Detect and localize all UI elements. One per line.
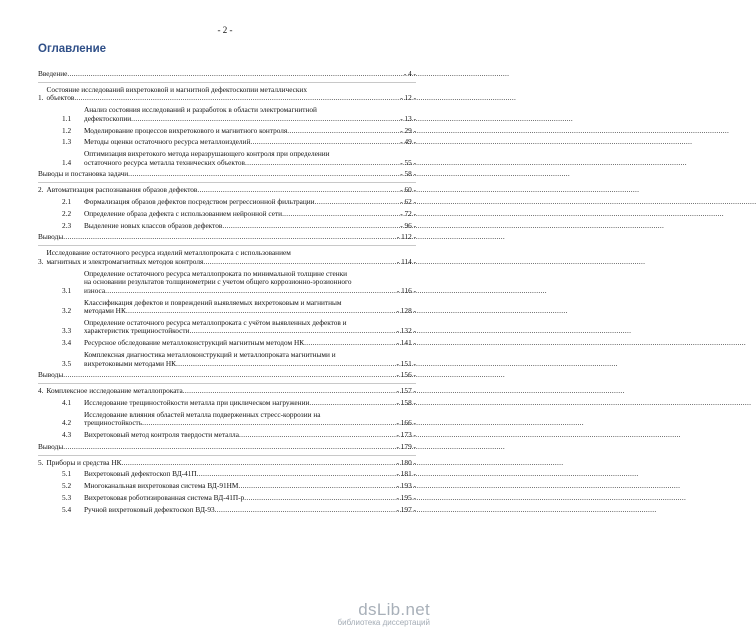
dot-leader bbox=[197, 186, 399, 195]
toc-entry-title: магнитных и электромагнитных методов контроля bbox=[46, 256, 204, 266]
dot-leader bbox=[63, 443, 395, 452]
toc-entry-title: Моделирование процессов вихретокового и магнитного контроля bbox=[84, 125, 288, 135]
toc-page-number: - 166 - bbox=[396, 418, 416, 428]
dot-leader bbox=[238, 482, 395, 491]
toc-page-number: - 12 - bbox=[400, 93, 416, 103]
toc-page-number: - 116 - bbox=[396, 285, 416, 295]
toc-page-number: - 141 - bbox=[396, 338, 416, 348]
toc-entry-title: дефектоскопии bbox=[84, 113, 132, 123]
toc-page-number: - 58 - bbox=[400, 169, 416, 179]
section-divider bbox=[38, 383, 416, 384]
toc-entry[interactable] bbox=[38, 150, 416, 167]
toc-entry-title: Методы оценки остаточного ресурса металлоизделий bbox=[84, 137, 251, 147]
toc-entry[interactable] bbox=[38, 371, 416, 380]
toc-page-number: - 114 - bbox=[396, 256, 416, 266]
toc-page-number: - 158 - bbox=[396, 397, 416, 407]
dot-leader bbox=[304, 339, 395, 348]
toc-page-number: - 195 - bbox=[396, 493, 416, 503]
dot-leader bbox=[131, 115, 399, 124]
toc-entry-number: 2.1 bbox=[62, 197, 72, 207]
toc-entry-title: Оптимизация вихретокого метода неразрушающего контроля при определении bbox=[84, 149, 330, 159]
toc-entry-number: 4.3 bbox=[62, 430, 72, 440]
toc-entry-title: Выводы bbox=[38, 232, 64, 242]
toc-entry-title: Вихретоковая роботизированная система ВД-41П-р bbox=[84, 493, 245, 503]
toc-entry-title: Формализация образов дефектов посредством регрессионной фильтрации bbox=[84, 197, 315, 207]
toc-entry-number: 3.5 bbox=[62, 358, 72, 368]
toc-entry-number: 2.2 bbox=[62, 208, 72, 218]
toc-page-number: - 128 - bbox=[396, 306, 416, 316]
toc-entry-title: Выводы bbox=[38, 441, 64, 451]
toc-entry-number: 4. bbox=[38, 386, 44, 396]
toc-page-number: - 151 - bbox=[396, 358, 416, 368]
toc-entry-title: Определение образа дефекта с использованием нейронной сети bbox=[84, 208, 283, 218]
toc-entry[interactable] bbox=[38, 351, 416, 368]
toc-page-number: - 62 - bbox=[400, 197, 416, 207]
toc-page-number: - 4 - bbox=[403, 69, 416, 78]
dot-leader bbox=[176, 360, 396, 369]
toc-entry[interactable] bbox=[38, 249, 416, 266]
toc-entry-title: Автоматизация распознавания образов дефектов bbox=[46, 185, 198, 195]
toc-entry[interactable] bbox=[38, 70, 416, 79]
toc-entry-title: характеристик трещиностойкости bbox=[84, 326, 190, 336]
dot-leader bbox=[105, 287, 396, 296]
toc-entry[interactable] bbox=[38, 86, 416, 103]
toc-entry-title: Комплексная диагностика металлоконструкций и металлопроката магнитными и bbox=[84, 350, 336, 360]
toc-entry[interactable] bbox=[38, 270, 416, 296]
toc-entry-number: 3. bbox=[38, 256, 44, 266]
toc-entry-title: Исследование влияния областей металла подверженных стресс-коррозии на bbox=[84, 409, 321, 419]
toc-entry-number: 2.3 bbox=[62, 220, 72, 230]
toc-entry-title: Выводы bbox=[38, 370, 64, 380]
toc-entry-title: остаточного ресурса металла технических объектов bbox=[84, 157, 246, 167]
dot-leader bbox=[245, 159, 399, 168]
dot-leader bbox=[142, 419, 395, 428]
toc-entry[interactable] bbox=[38, 482, 416, 491]
toc-entry[interactable] bbox=[38, 198, 416, 207]
dot-leader bbox=[197, 470, 396, 479]
toc-entry-number: 3.2 bbox=[62, 306, 72, 316]
toc-entry-title: Ресурсное обследование металлоконструкций магнитным методом НК bbox=[84, 338, 305, 348]
toc-page-number: - 173 - bbox=[396, 430, 416, 440]
toc-entry-number: 1.3 bbox=[62, 137, 72, 147]
toc-entry-title: Вихретоковый дефектоскоп ВД-41П bbox=[84, 469, 197, 479]
toc-entry-number: 1. bbox=[38, 93, 44, 103]
toc-entry-title: Анализ состояния исследований и разработок в области электромагнитной bbox=[84, 105, 317, 115]
page-number: - 2 - bbox=[217, 25, 233, 35]
watermark-logo: dsLib.net bbox=[358, 600, 430, 619]
toc-entry[interactable] bbox=[38, 210, 416, 219]
toc-entry-title: Определение остаточного ресурса металлопроката с учётом выявленных дефектов и bbox=[84, 317, 347, 327]
toc-page-number: - 179 - bbox=[396, 441, 416, 451]
dot-leader bbox=[63, 371, 395, 380]
toc-page-number: - 49 - bbox=[400, 137, 416, 147]
toc-page-number: - 13 - bbox=[400, 113, 416, 123]
dot-leader bbox=[287, 127, 399, 136]
watermark-subtitle: библиотека диссертаций bbox=[337, 618, 430, 627]
table-of-contents bbox=[38, 70, 416, 518]
dot-leader bbox=[239, 431, 396, 440]
toc-entry-number: 5.3 bbox=[62, 493, 72, 503]
toc-entry[interactable] bbox=[38, 494, 416, 503]
dot-leader bbox=[183, 387, 396, 396]
toc-entry-title: Выделение новых классов образов дефектов bbox=[84, 220, 223, 230]
dot-leader bbox=[67, 70, 402, 79]
toc-entry-title: Определение остаточного ресурса металлопроката по минимальной толщине стенки bbox=[84, 268, 348, 278]
dot-leader bbox=[74, 94, 399, 103]
dot-leader bbox=[128, 170, 399, 179]
section-divider bbox=[38, 455, 416, 456]
toc-entry[interactable] bbox=[38, 411, 416, 428]
toc-entry-number: 3.4 bbox=[62, 338, 72, 348]
toc-entry[interactable] bbox=[38, 186, 416, 195]
toc-entry-title: Выводы и постановка задачи bbox=[38, 169, 129, 179]
toc-entry[interactable] bbox=[38, 319, 416, 336]
toc-entry-number: 5.1 bbox=[62, 469, 72, 479]
toc-entry[interactable] bbox=[38, 506, 416, 515]
toc-page-number: - 181 - bbox=[396, 469, 416, 479]
toc-entry[interactable] bbox=[38, 339, 416, 348]
dot-leader bbox=[309, 399, 395, 408]
toc-page-number: - 132 - bbox=[396, 326, 416, 336]
toc-entry-title: Многоканальная вихретоковая система ВД-91НМ bbox=[84, 481, 239, 491]
toc-entry[interactable] bbox=[38, 299, 416, 316]
page-title: Оглавление bbox=[38, 43, 107, 55]
toc-entry[interactable] bbox=[38, 106, 416, 123]
toc-page-number: - 156 - bbox=[396, 370, 416, 380]
toc-entry-title: Состояние исследований вихретоковой и магнитной дефектоскопии металлических bbox=[46, 84, 307, 94]
toc-entry-number: 4.1 bbox=[62, 397, 72, 407]
toc-entry[interactable] bbox=[38, 138, 416, 147]
dot-leader bbox=[203, 258, 395, 267]
toc-entry-title: Комплексное исследование металлопроката bbox=[46, 386, 183, 396]
toc-entry-title: объектов bbox=[46, 93, 75, 103]
toc-entry-number: 4.2 bbox=[62, 418, 72, 428]
toc-entry-title: на основании результатов толщинометрии с учетом общего коррозионно-эрозионного bbox=[84, 277, 352, 287]
toc-page-number: - 72 - bbox=[400, 208, 416, 218]
toc-entry-number: 1.1 bbox=[62, 113, 72, 123]
dot-leader bbox=[282, 210, 399, 219]
dot-leader bbox=[63, 233, 396, 242]
toc-entry-title: вихретоковыми методами НК bbox=[84, 358, 176, 368]
section-divider bbox=[38, 245, 416, 246]
toc-entry-number: 3.1 bbox=[62, 285, 72, 295]
dot-leader bbox=[126, 307, 396, 316]
toc-entry-title: износа bbox=[84, 285, 106, 295]
toc-entry-number: 5. bbox=[38, 457, 44, 467]
dot-leader bbox=[315, 198, 400, 207]
toc-entry-title: Ручной вихретоковый дефектоскоп ВД-93 bbox=[84, 504, 215, 514]
section-divider bbox=[38, 182, 416, 183]
toc-entry[interactable] bbox=[38, 387, 416, 396]
toc-entry[interactable] bbox=[38, 431, 416, 440]
toc-entry-number: 5.4 bbox=[62, 504, 72, 514]
toc-entry-title: Классификация дефектов и повреждений выявляемых вихретоковым и магнитным bbox=[84, 297, 342, 307]
toc-entry-title: Исследование остаточного ресурса изделий металлопроката с использованием bbox=[46, 248, 291, 258]
toc-entry-title: Вихретоковый метод контроля твердости металла bbox=[84, 430, 239, 440]
toc-entry[interactable] bbox=[38, 470, 416, 479]
toc-entry-number: 1.4 bbox=[62, 157, 72, 167]
toc-entry-number: 2. bbox=[38, 185, 44, 195]
toc-entry[interactable] bbox=[38, 459, 416, 468]
toc-page-number: - 29 - bbox=[400, 125, 416, 135]
toc-entry[interactable] bbox=[38, 399, 416, 408]
toc-entry-title: трещиностойкость bbox=[84, 418, 143, 428]
toc-page-number: - 197 - bbox=[396, 504, 416, 514]
watermark bbox=[318, 600, 438, 628]
toc-entry-number: 3.3 bbox=[62, 326, 72, 336]
section-divider bbox=[38, 82, 416, 83]
toc-entry[interactable] bbox=[38, 443, 416, 452]
toc-page-number: - 55 - bbox=[400, 157, 416, 167]
dot-leader bbox=[215, 506, 396, 515]
toc-entry[interactable] bbox=[38, 170, 416, 179]
toc-entry-title: методами НК bbox=[84, 306, 126, 316]
toc-page-number: - 180 - bbox=[396, 457, 416, 467]
toc-entry-title: Исследование трещиностойкости металла при циклическом нагружении bbox=[84, 397, 310, 407]
toc-entry-title: Введение bbox=[38, 69, 68, 78]
toc-page-number: - 96 - bbox=[400, 220, 416, 230]
dot-leader bbox=[222, 222, 399, 231]
dot-leader bbox=[189, 327, 395, 336]
toc-page-number: - 193 - bbox=[396, 481, 416, 491]
dot-leader bbox=[244, 494, 395, 503]
dot-leader bbox=[122, 459, 396, 468]
toc-page-number: - 112 - bbox=[396, 232, 416, 242]
toc-page-number: - 157 - bbox=[396, 386, 416, 396]
toc-page-number: - 60 - bbox=[400, 185, 416, 195]
dot-leader bbox=[250, 138, 399, 147]
toc-entry-title: Приборы и средства НК bbox=[46, 457, 122, 467]
toc-entry[interactable] bbox=[38, 127, 416, 136]
toc-entry[interactable] bbox=[38, 222, 416, 231]
toc-entry-number: 5.2 bbox=[62, 481, 72, 491]
toc-entry-number: 1.2 bbox=[62, 125, 72, 135]
toc-entry[interactable] bbox=[38, 233, 416, 242]
